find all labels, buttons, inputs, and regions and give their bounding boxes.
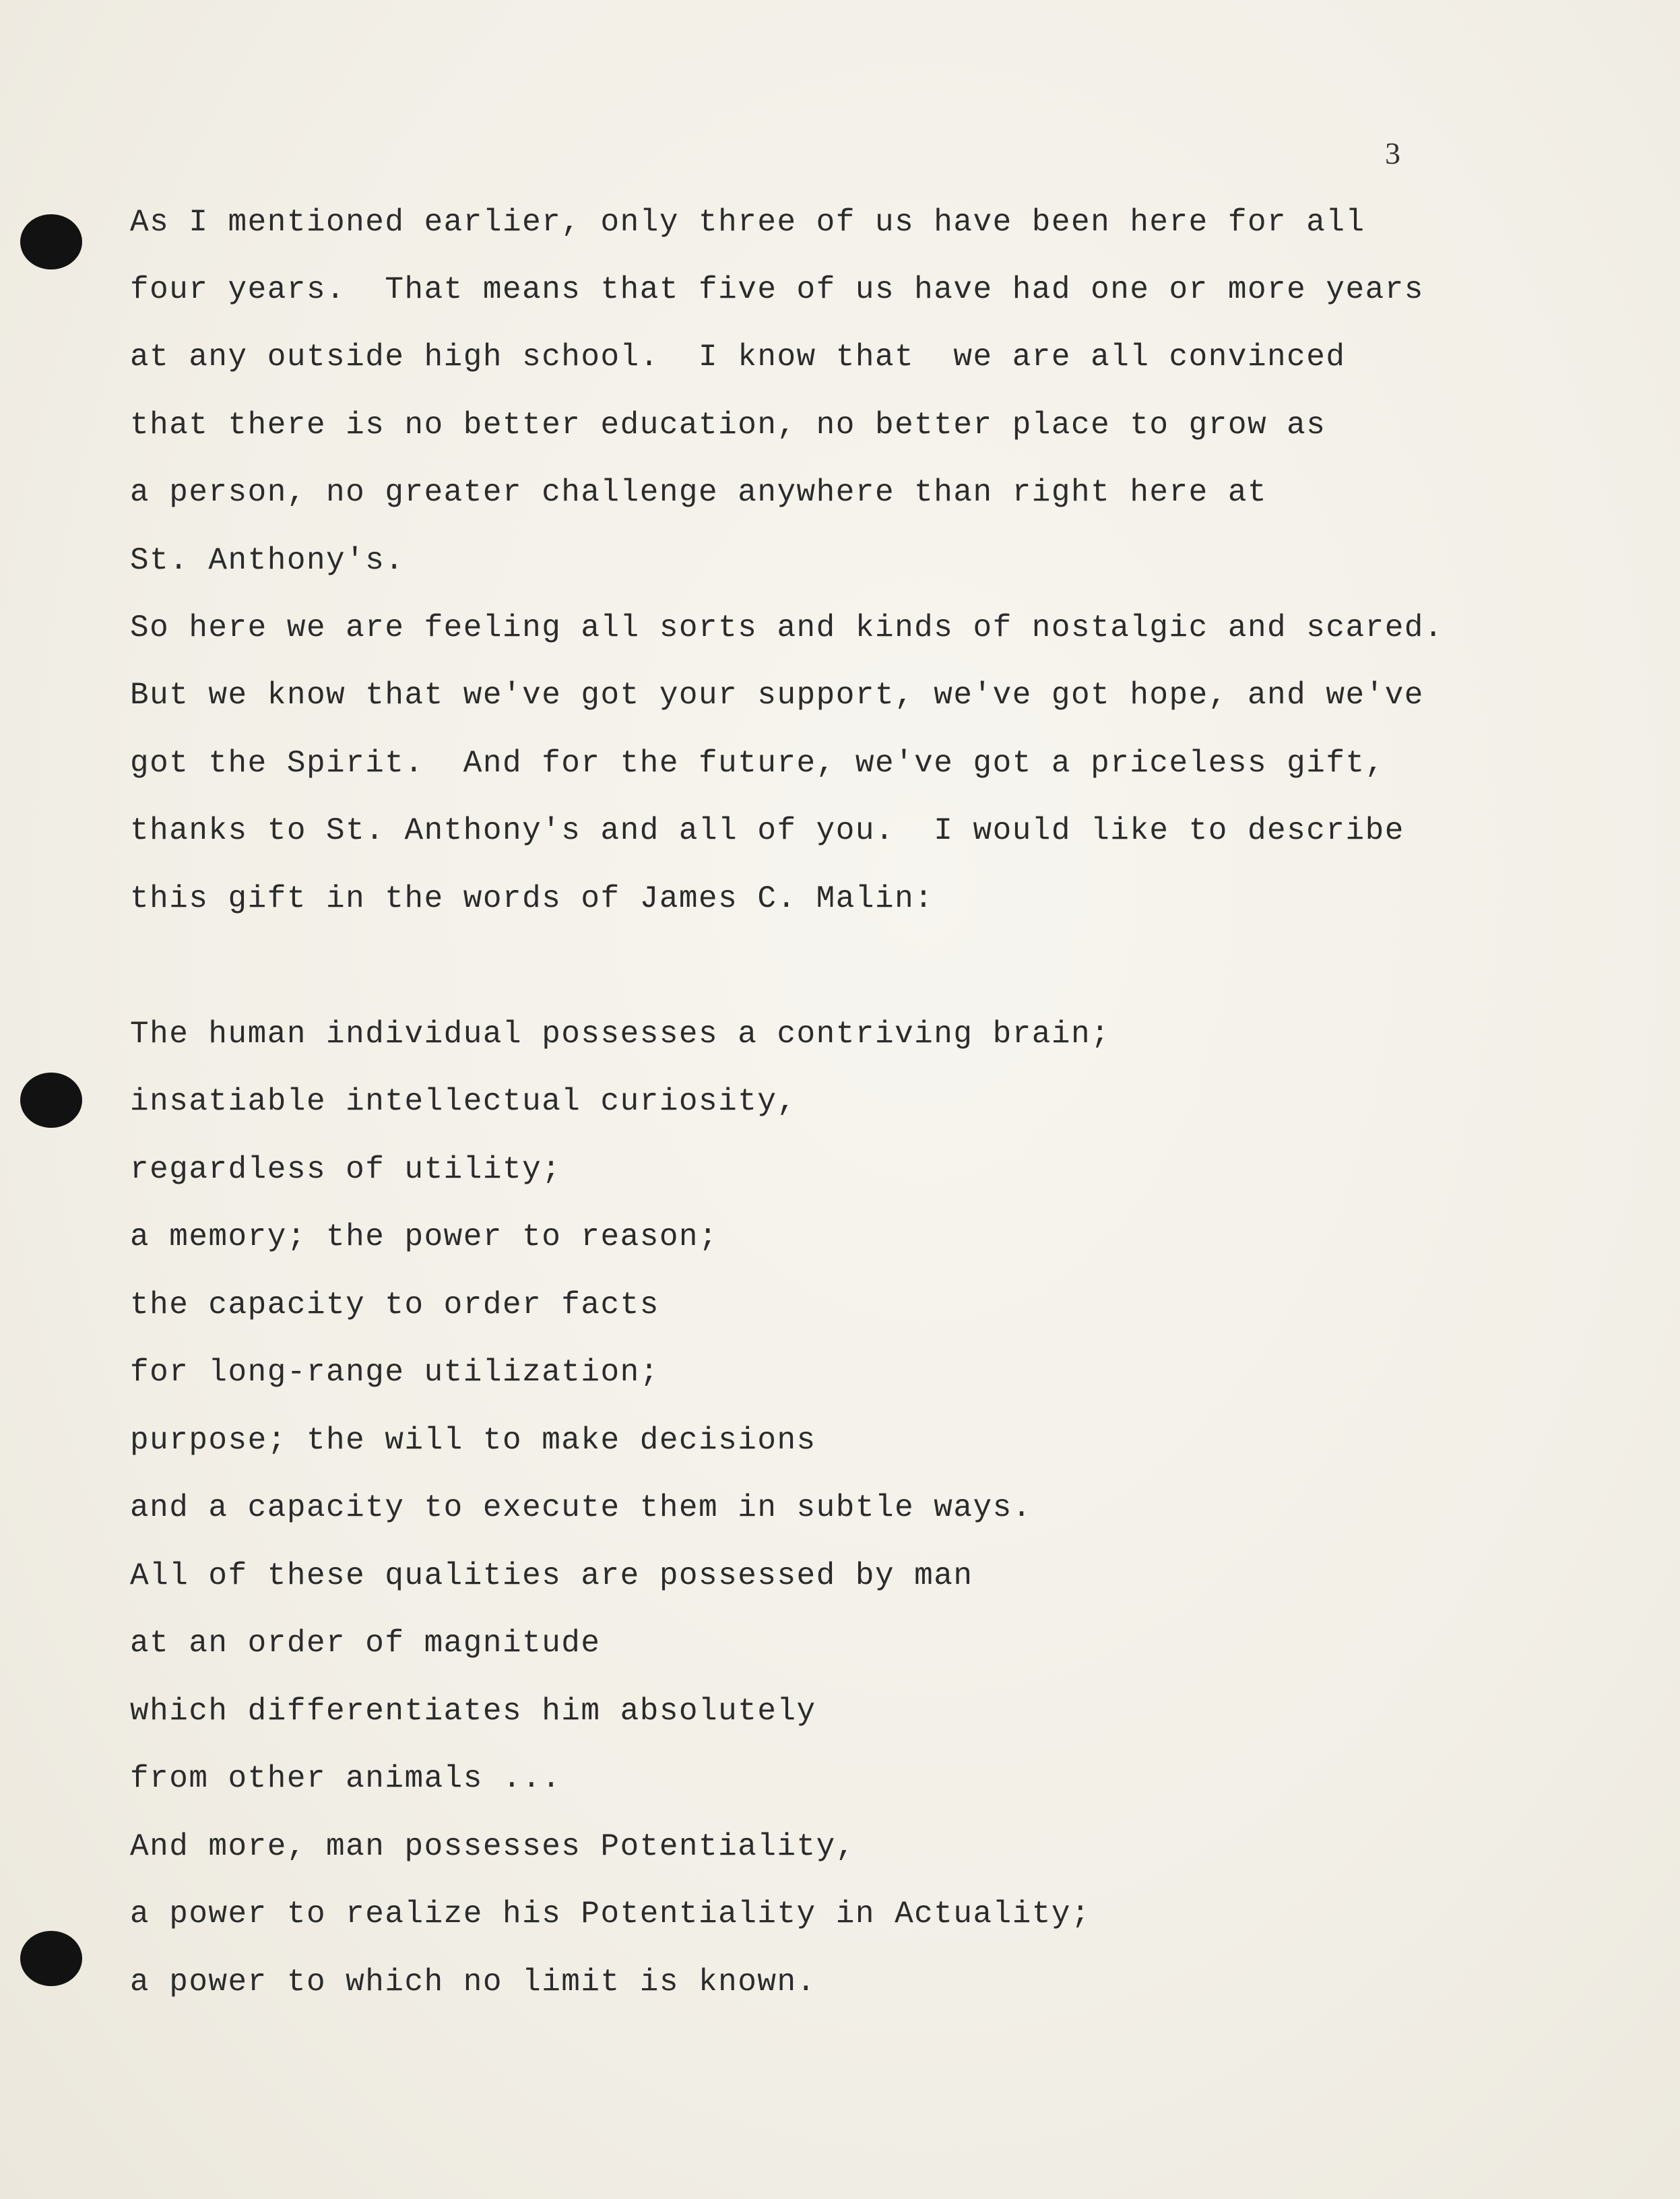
paragraph-2-line-5: this gift in the words of James C. Malin: bbox=[130, 881, 934, 916]
paragraph-1-line-2: four years. That means that five of us have had one or more years bbox=[130, 272, 1424, 307]
paragraph-2-line-4: thanks to St. Anthony's and all of you. I would like to describe bbox=[130, 813, 1404, 848]
quote-line-3: regardless of utility; bbox=[130, 1152, 562, 1187]
quote-line-10: at an order of magnitude bbox=[130, 1626, 601, 1661]
quote-line-7: purpose; the will to make decisions bbox=[130, 1423, 816, 1458]
quote-line-8: and a capacity to execute them in subtle ways. bbox=[130, 1490, 1032, 1525]
quote-line-1: The human individual possesses a contriving brain; bbox=[130, 1017, 1111, 1052]
punch-hole-top bbox=[20, 214, 82, 269]
paragraph-2-line-2: But we know that we've got your support, we've got hope, and we've bbox=[130, 678, 1424, 713]
quote-line-5: the capacity to order facts bbox=[130, 1287, 659, 1322]
quote-line-4: a memory; the power to reason; bbox=[130, 1219, 719, 1254]
quote-line-2: insatiable intellectual curiosity, bbox=[130, 1084, 797, 1119]
paragraph-1-line-4: that there is no better education, no better place to grow as bbox=[130, 408, 1326, 443]
quote-line-13: And more, man possesses Potentiality, bbox=[130, 1829, 855, 1864]
quote-line-6: for long-range utilization; bbox=[130, 1355, 659, 1390]
paragraph-2-line-1: So here we are feeling all sorts and kinds of nostalgic and scared. bbox=[130, 610, 1444, 645]
quote-line-14: a power to realize his Potentiality in Actuality; bbox=[130, 1897, 1091, 1932]
paragraph-2-line-3: got the Spirit. And for the future, we've got a priceless gift, bbox=[130, 746, 1385, 781]
quote-line-9: All of these qualities are possessed by man bbox=[130, 1558, 973, 1593]
paragraph-1-line-1: As I mentioned earlier, only three of us have been here for all bbox=[130, 205, 1365, 240]
quote-line-15: a power to which no limit is known. bbox=[130, 1965, 816, 2000]
paragraph-1-line-6: St. Anthony's. bbox=[130, 543, 405, 578]
page-number: 3 bbox=[1385, 136, 1400, 170]
punch-hole-bottom bbox=[20, 1931, 82, 1986]
punch-hole-middle bbox=[20, 1073, 82, 1128]
paragraph-1-line-3: at any outside high school. I know that we are all convinced bbox=[130, 340, 1346, 375]
paragraph-1-line-5: a person, no greater challenge anywhere than right here at bbox=[130, 475, 1268, 510]
quote-line-11: which differentiates him absolutely bbox=[130, 1694, 816, 1729]
quote-line-12: from other animals ... bbox=[130, 1761, 562, 1796]
